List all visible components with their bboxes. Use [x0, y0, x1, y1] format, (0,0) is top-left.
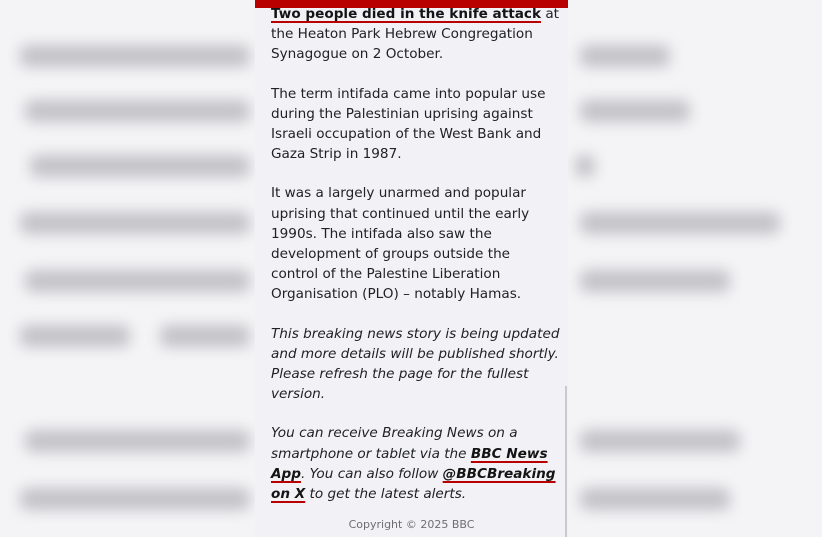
paragraph-5: You can receive Breaking News on a smartphone or tablet via the BBC News App. You can also follow @BBCBreaking on X to get the latest alerts. — [271, 425, 556, 503]
scrollbar[interactable] — [565, 386, 567, 537]
article-body — [271, 4, 561, 523]
paragraph-3: It was a largely unarmed and popular uprising that continued until the early 1990s. The intifada also saw the development of groups outside the control of the Palestine Liberation Organisation (PLO) – notably Hamas. — [271, 185, 530, 303]
paragraph-1: Two people died in the knife attack at the Heaton Park Hebrew Congregation Synagogue on 2 October. — [271, 6, 559, 63]
article-panel — [255, 0, 568, 537]
bbc-breaking-x-link[interactable]: @BBCBreaking on X — [271, 465, 556, 503]
copyright-text: Copyright © 2025 BBC — [348, 518, 475, 531]
paragraph-4: This breaking news story is being updated and more details will be published shortly. Please refresh the page for the fullest version. — [271, 325, 560, 403]
paragraph-2: The term intifada came into popular use during the Palestinian uprising against Israeli occupation of the West Bank and Gaza Strip in 1987. — [271, 85, 546, 163]
knife-attack-link[interactable]: Two people died in the knife attack — [271, 6, 541, 22]
bbc-news-app-link[interactable]: BBC News App — [271, 445, 548, 482]
